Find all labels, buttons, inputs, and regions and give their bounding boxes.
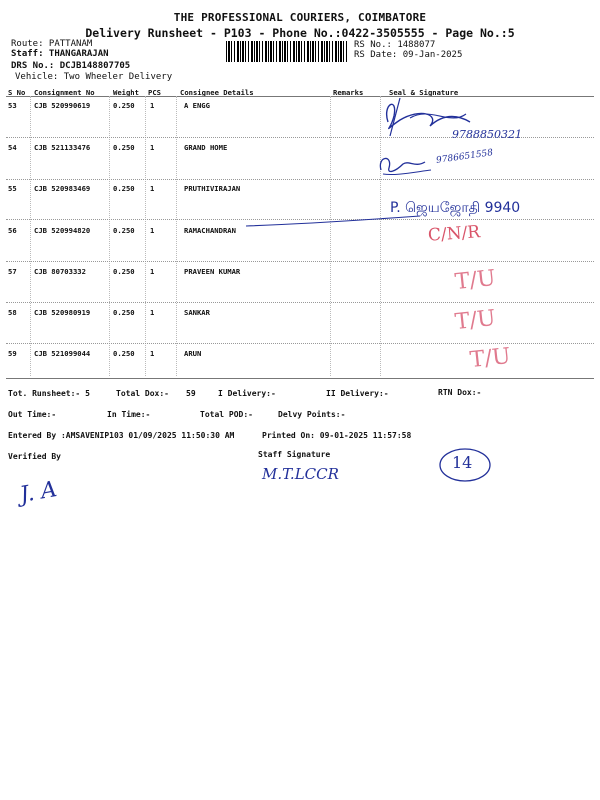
row-pcs: 1 — [150, 101, 155, 110]
rtn-dox: RTN Dox:- — [438, 388, 482, 397]
row-sno: 56 — [8, 226, 17, 235]
handwritten-remark-row59: T/U — [468, 343, 512, 374]
row-weight: 0.250 — [113, 308, 135, 317]
row-pcs: 1 — [150, 143, 155, 152]
total-dox-label: Total Dox:- — [116, 389, 169, 398]
handwritten-phone-row53: 9788850321 — [452, 128, 522, 141]
row-divider — [6, 261, 594, 262]
column-divider — [30, 96, 31, 376]
printed-on: Printed On: 09-01-2025 11:57:58 — [262, 431, 412, 440]
barcode-image — [226, 41, 347, 62]
row-consignment: CJB 521099044 — [34, 349, 91, 358]
row-consignee: ARUN — [184, 349, 202, 358]
row-pcs: 1 — [150, 267, 155, 276]
vehicle-label: Vehicle: Two Wheeler Delivery — [15, 72, 173, 82]
circled-number: 14 — [452, 453, 473, 472]
row-sno: 59 — [8, 349, 17, 358]
signature-row54 — [375, 150, 435, 180]
row-divider — [6, 302, 594, 303]
col-remarks-header: Remarks — [333, 88, 364, 97]
row-consignee: PRAVEEN KUMAR — [184, 267, 241, 276]
column-divider — [330, 96, 331, 376]
handwritten-remark-row58: T/U — [453, 305, 497, 336]
col-sno-header: S No — [8, 88, 26, 97]
row-consignment: CJB 520994820 — [34, 226, 91, 235]
runsheet-subtitle: Delivery Runsheet - P103 - Phone No.:0422-3505555 - Page No.:5 — [85, 26, 515, 40]
ii-delivery: II Delivery:- — [326, 389, 389, 398]
row-sno: 53 — [8, 101, 17, 110]
row-sno: 57 — [8, 267, 17, 276]
row-sno: 58 — [8, 308, 17, 317]
delvy-points: Delvy Points:- — [278, 410, 346, 419]
col-seal-header: Seal & Signature — [389, 88, 459, 97]
row-consignment: CJB 80703332 — [34, 267, 86, 276]
row-pcs: 1 — [150, 226, 155, 235]
column-divider — [109, 96, 110, 376]
row-consignee: RAMACHANDRAN — [184, 226, 236, 235]
total-pod: Total POD:- — [200, 410, 253, 419]
row-consignment: CJB 520983469 — [34, 184, 91, 193]
row-sno: 55 — [8, 184, 17, 193]
i-delivery: I Delivery:- — [218, 389, 276, 398]
row-consignment: CJB 520990619 — [34, 101, 91, 110]
col-consignment-header: Consignment No — [34, 88, 95, 97]
row-consignee: A ENGG — [184, 101, 210, 110]
column-divider — [145, 96, 146, 376]
row-weight: 0.250 — [113, 143, 135, 152]
handwritten-remark-row56: C/N/R — [427, 222, 481, 246]
row-weight: 0.250 — [113, 349, 135, 358]
entered-by: Entered By :AMSAVENIP103 01/09/2025 11:50:30 AM — [8, 431, 235, 440]
staff-label: Staff: THANGARAJAN — [11, 49, 109, 59]
verified-signature-handwriting: J. A — [18, 476, 59, 509]
route-label: Route: PATTANAM — [11, 39, 93, 49]
out-time: Out Time:- — [8, 410, 57, 419]
row-weight: 0.250 — [113, 101, 135, 110]
staff-signature-handwriting: M.T.LCCR — [262, 465, 339, 483]
row-pcs: 1 — [150, 349, 155, 358]
row-weight: 0.250 — [113, 267, 135, 276]
handwritten-phone-row54: 9786651558 — [435, 148, 494, 166]
row-weight: 0.250 — [113, 226, 135, 235]
row-sno: 54 — [8, 143, 17, 152]
row-consignment: CJB 520980919 — [34, 308, 91, 317]
rs-date: RS Date: 09-Jan-2025 — [354, 50, 463, 60]
staff-signature-label: Staff Signature — [258, 450, 331, 459]
handwritten-remark-row57: T/U — [453, 265, 497, 296]
document-title: THE PROFESSIONAL COURIERS, COIMBATORE — [173, 11, 427, 24]
row-consignee: PRUTHIVIRAJAN — [184, 184, 241, 193]
drs-number: DRS No.: DCJB148807705 — [11, 61, 131, 71]
in-time: In Time:- — [107, 410, 151, 419]
row-consignee: SANKAR — [184, 308, 210, 317]
tot-runsheet: Tot. Runsheet:- 5 — [8, 389, 90, 398]
col-consignee-header: Consignee Details — [180, 88, 254, 97]
row-consignment: CJB 521133476 — [34, 143, 91, 152]
rs-number: RS No.: 1488077 — [354, 40, 436, 50]
handwritten-stroke-row56 — [244, 214, 424, 230]
handwritten-name-row55: P. ஜெயஜோதி 9940 — [390, 200, 521, 216]
row-weight: 0.250 — [113, 184, 135, 193]
row-pcs: 1 — [150, 184, 155, 193]
row-consignee: GRAND HOME — [184, 143, 228, 152]
table-bottom-line — [6, 378, 594, 379]
total-dox-value: 59 — [186, 389, 196, 398]
column-divider — [176, 96, 177, 376]
row-pcs: 1 — [150, 308, 155, 317]
col-pcs-header: PCS — [148, 88, 161, 97]
verified-by-label: Verified By — [8, 452, 61, 461]
col-weight-header: Weight — [113, 88, 139, 97]
